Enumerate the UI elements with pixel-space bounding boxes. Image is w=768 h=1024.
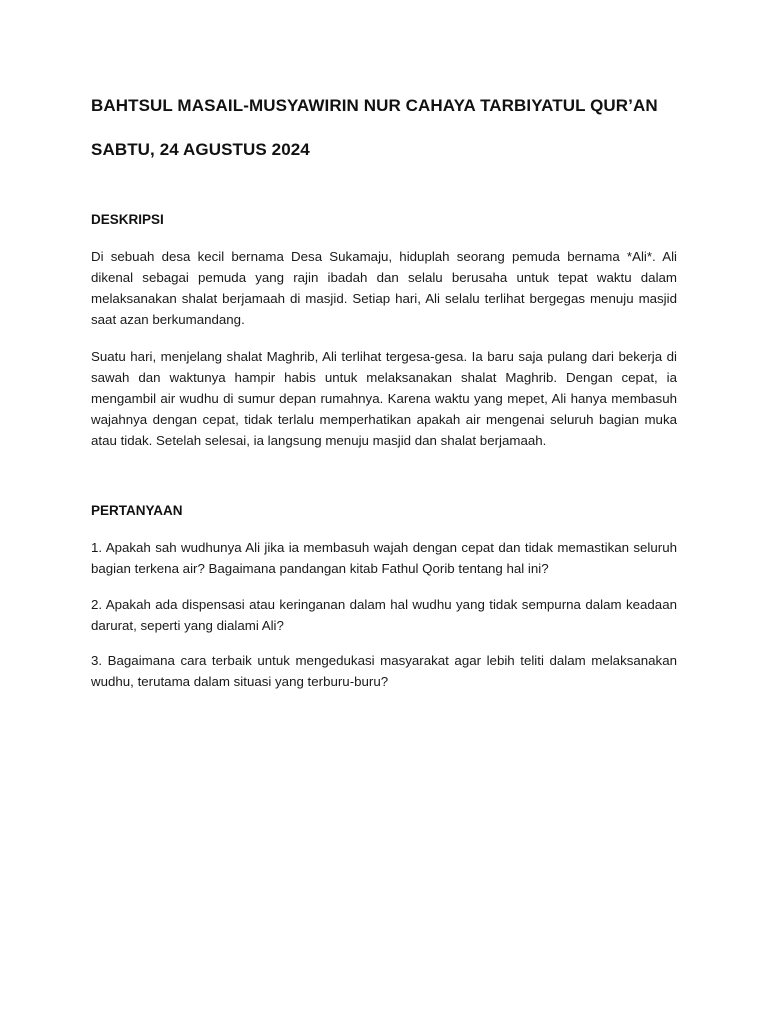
section-heading-pertanyaan: PERTANYAAN — [91, 503, 183, 518]
document-date: SABTU, 24 AGUSTUS 2024 — [91, 140, 310, 159]
question-item: 1. Apakah sah wudhunya Ali jika ia membasuh wajah dengan cepat dan tidak memastikan seluruh bagian terkena air? Bagaimana pandangan kitab Fathul Qorib tentang hal ini? — [91, 540, 677, 576]
section-heading-deskripsi: DESKRIPSI — [91, 212, 164, 227]
question-item: 3. Bagaimana cara terbaik untuk mengedukasi masyarakat agar lebih teliti dalam melaksanakan wudhu, terutama dalam situasi yang terburu-buru? — [91, 653, 677, 689]
description-paragraph: Suatu hari, menjelang shalat Maghrib, Ali terlihat tergesa-gesa. Ia baru saja pulang dari bekerja di sawah dan waktunya hampir habis untuk melaksanakan shalat Maghrib. Dengan cepat, ia mengambil air wudhu di sumur depan rumahnya. Karena waktu yang mepet, Ali hanya membasuh wajahnya dengan cepat, tidak terlalu memperhatikan apakah air mengenai seluruh bagian muka atau tidak. Setelah selesai, ia langsung menuju masjid dan shalat berjamaah. — [91, 349, 677, 448]
document-title: BAHTSUL MASAIL-MUSYAWIRIN NUR CAHAYA TARBIYATUL QUR’AN — [91, 96, 658, 115]
description-paragraph: Di sebuah desa kecil bernama Desa Sukamaju, hiduplah seorang pemuda bernama *Ali*. Ali dikenal sebagai pemuda yang rajin ibadah dan selalu berusaha untuk tepat waktu dalam melaksanakan shalat berjamaah di masjid. Setiap hari, Ali selalu terlihat bergegas menuju masjid saat azan berkumandang. — [91, 249, 677, 327]
question-item: 2. Apakah ada dispensasi atau keringanan dalam hal wudhu yang tidak sempurna dalam keadaan darurat, seperti yang dialami Ali? — [91, 597, 677, 633]
